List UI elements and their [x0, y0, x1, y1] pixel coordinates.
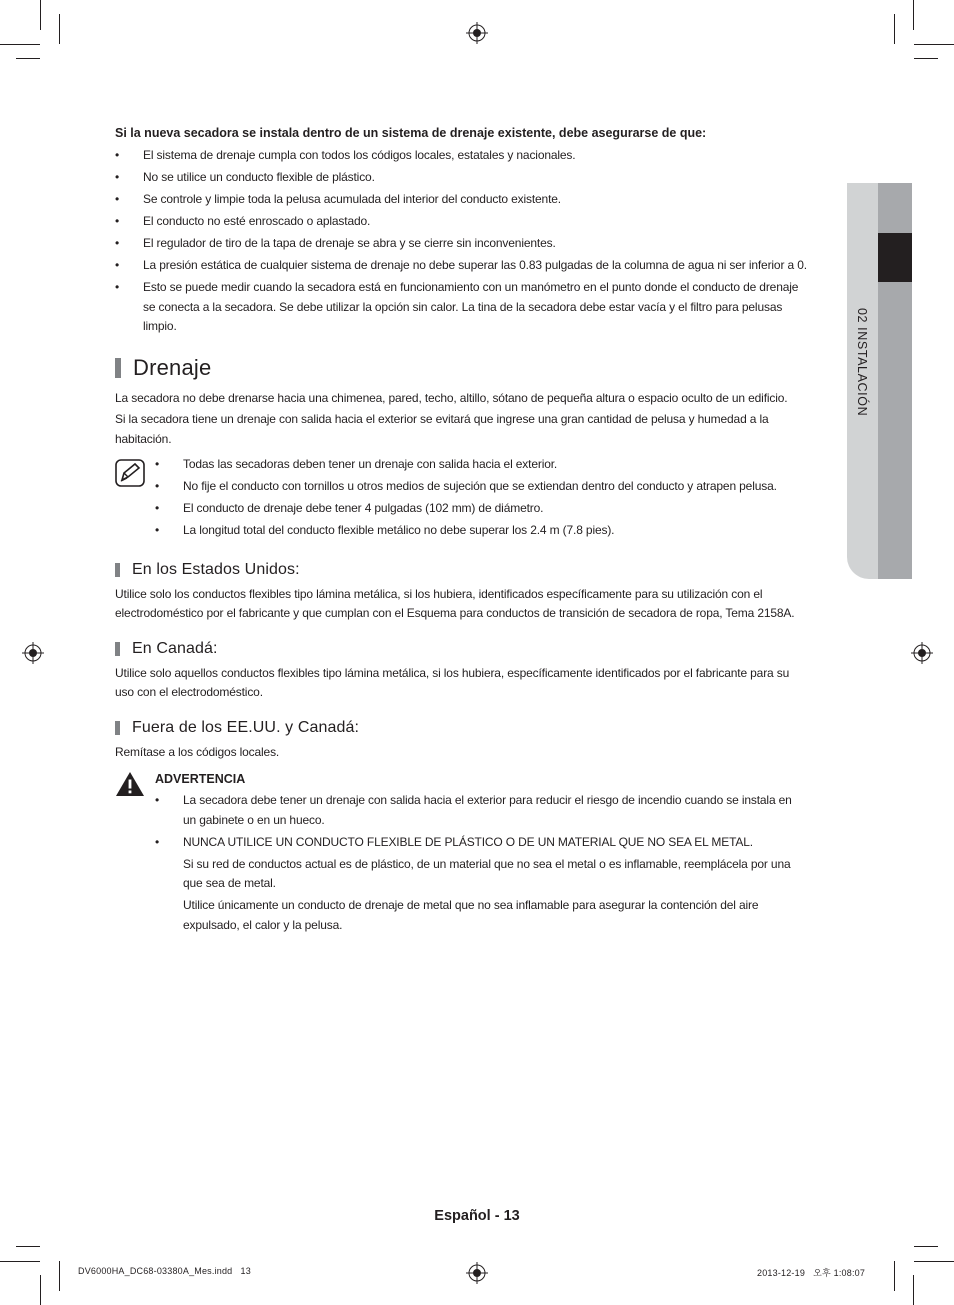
list-item: • No se utilice un conducto flexible de plástico. — [115, 170, 375, 184]
list-item: • La secadora debe tener un drenaje con salida hacia el exterior para reducir el riesgo de incendio cuando se instala en un gabinete o en un hueco. — [155, 793, 792, 827]
warning-block — [115, 769, 807, 935]
list-item: • Todas las secadoras deben tener un drenaje con salida hacia el exterior. — [155, 457, 558, 471]
registration-mark-icon — [22, 642, 44, 664]
heading-bar — [115, 563, 120, 577]
list-item: • Esto se puede medir cuando la secadora está en funcionamiento con un manómetro en el punto donde el conducto de drenaje se conecta a la secadora. Se debe utilizar la opción sin calor. La tina de la secadora debe estar vacía y el filtro para pelusas limpio. — [115, 280, 799, 333]
crop-mark — [16, 58, 40, 59]
crop-mark — [913, 0, 914, 30]
crop-mark — [914, 1261, 954, 1262]
usa-title: En los Estados Unidos: — [132, 560, 300, 578]
list-item: • El sistema de drenaje cumpla con todos los códigos locales, estatales y nacionales. — [115, 148, 576, 162]
warning-title: ADVERTENCIA — [155, 772, 246, 786]
drenaje-paragraph: La secadora no debe drenarse hacia una chimenea, pared, techo, altillo, sótano de pequeña altura o espacio oculto de un edificio. — [115, 390, 788, 405]
drenaje-paragraph: Si la secadora tiene un drenaje con salida hacia el exterior se evitará que ingrese una gran cantidad de pelusa y humedad a la habitación. — [115, 412, 769, 446]
crop-mark — [40, 0, 41, 30]
crop-mark — [914, 44, 954, 45]
note-pencil-icon — [115, 459, 145, 487]
usa-text: Utilice solo los conductos flexibles tipo lámina metálica, si los hubiera, identificados específicamente para su utilización con el electrodoméstico por el fabricante y que cumplan con el Esquema para conductos de transición de secadora de ropa, Tema 2158A. — [115, 586, 795, 620]
side-tab-label: 02 INSTALACIÓN — [855, 308, 869, 417]
heading-bar — [115, 642, 120, 656]
heading-bar — [115, 721, 120, 735]
other-heading — [115, 717, 807, 739]
crop-mark — [40, 1275, 41, 1305]
list-item: • Se controle y limpie toda la pelusa acumulada del interior del conducto existente. — [115, 192, 561, 206]
other-title: Fuera de los EE.UU. y Canadá: — [132, 718, 360, 736]
main-content — [115, 124, 807, 935]
warning-bullet-list — [155, 791, 807, 852]
registration-mark-icon — [911, 642, 933, 664]
crop-mark — [913, 1275, 914, 1305]
crop-mark — [894, 1261, 895, 1291]
note-block — [115, 455, 807, 541]
section-intro-heading: Si la nueva secadora se instala dentro de un sistema de drenaje existente, debe asegurarse de que: — [115, 126, 707, 140]
other-text: Remítase a los códigos locales. — [115, 744, 280, 759]
side-tab-marker — [878, 233, 912, 282]
heading-bar — [115, 358, 121, 378]
crop-mark — [894, 14, 895, 44]
list-item: • El conducto de drenaje debe tener 4 pulgadas (102 mm) de diámetro. — [155, 501, 544, 515]
drenaje-title: Drenaje — [133, 354, 212, 380]
note-bullet-list — [155, 455, 807, 541]
intro-bullet-list — [115, 146, 807, 337]
warning-triangle-icon — [115, 771, 145, 797]
crop-mark — [16, 1246, 40, 1247]
list-item: • El conducto no esté enroscado o aplastado. — [115, 214, 371, 228]
registration-mark-icon — [466, 22, 488, 44]
warning-subparagraph: Utilice únicamente un conducto de drenaje de metal que no sea inflamable para asegurar la contención del aire expulsado, el calor y la pelusa. — [183, 898, 759, 932]
file-slug: DV6000HA_DC68-03380A_Mes.indd 13 — [78, 1266, 251, 1276]
warning-subparagraph: Si su red de conductos actual es de plástico, de un material que no sea el metal o es inflamable, reemplácela por una que sea de metal. — [183, 856, 791, 890]
list-item: • El regulador de tiro de la tapa de drenaje se abra y se cierre sin inconvenientes. — [115, 236, 556, 250]
list-item: • NUNCA UTILICE UN CONDUCTO FLEXIBLE DE PLÁSTICO O DE UN MATERIAL QUE NO SEA EL METAL. — [155, 834, 753, 849]
crop-mark — [59, 1261, 60, 1291]
list-item: • La longitud total del conducto flexible metálico no debe superar los 2.4 m (7.8 pies). — [155, 523, 615, 537]
registration-mark-icon — [466, 1262, 488, 1284]
usa-heading — [115, 559, 807, 581]
crop-mark — [59, 14, 60, 44]
canada-title: En Canadá: — [132, 639, 218, 657]
canada-text: Utilice solo aquellos conductos flexibles tipo lámina metálica, si los hubiera, específicamente identificados por el fabricante para su uso con el electrodoméstico. — [115, 665, 790, 699]
crop-mark — [0, 1261, 40, 1262]
crop-mark — [914, 1246, 938, 1247]
drenaje-heading — [115, 354, 807, 382]
date-slug: 2013-12-19 오후 1:08:07 — [757, 1268, 866, 1278]
list-item: • La presión estática de cualquier sistema de drenaje no debe superar las 0.83 pulgadas de la columna de agua ni ser inferior a 0. — [115, 258, 807, 272]
page-number: Español - 13 — [434, 1208, 520, 1224]
canada-heading — [115, 638, 807, 660]
crop-mark — [914, 58, 938, 59]
list-item: • No fije el conducto con tornillos u otros medios de sujeción que se extiendan dentro del conducto y atrapen pelusa. — [155, 479, 777, 493]
crop-mark — [0, 44, 40, 45]
